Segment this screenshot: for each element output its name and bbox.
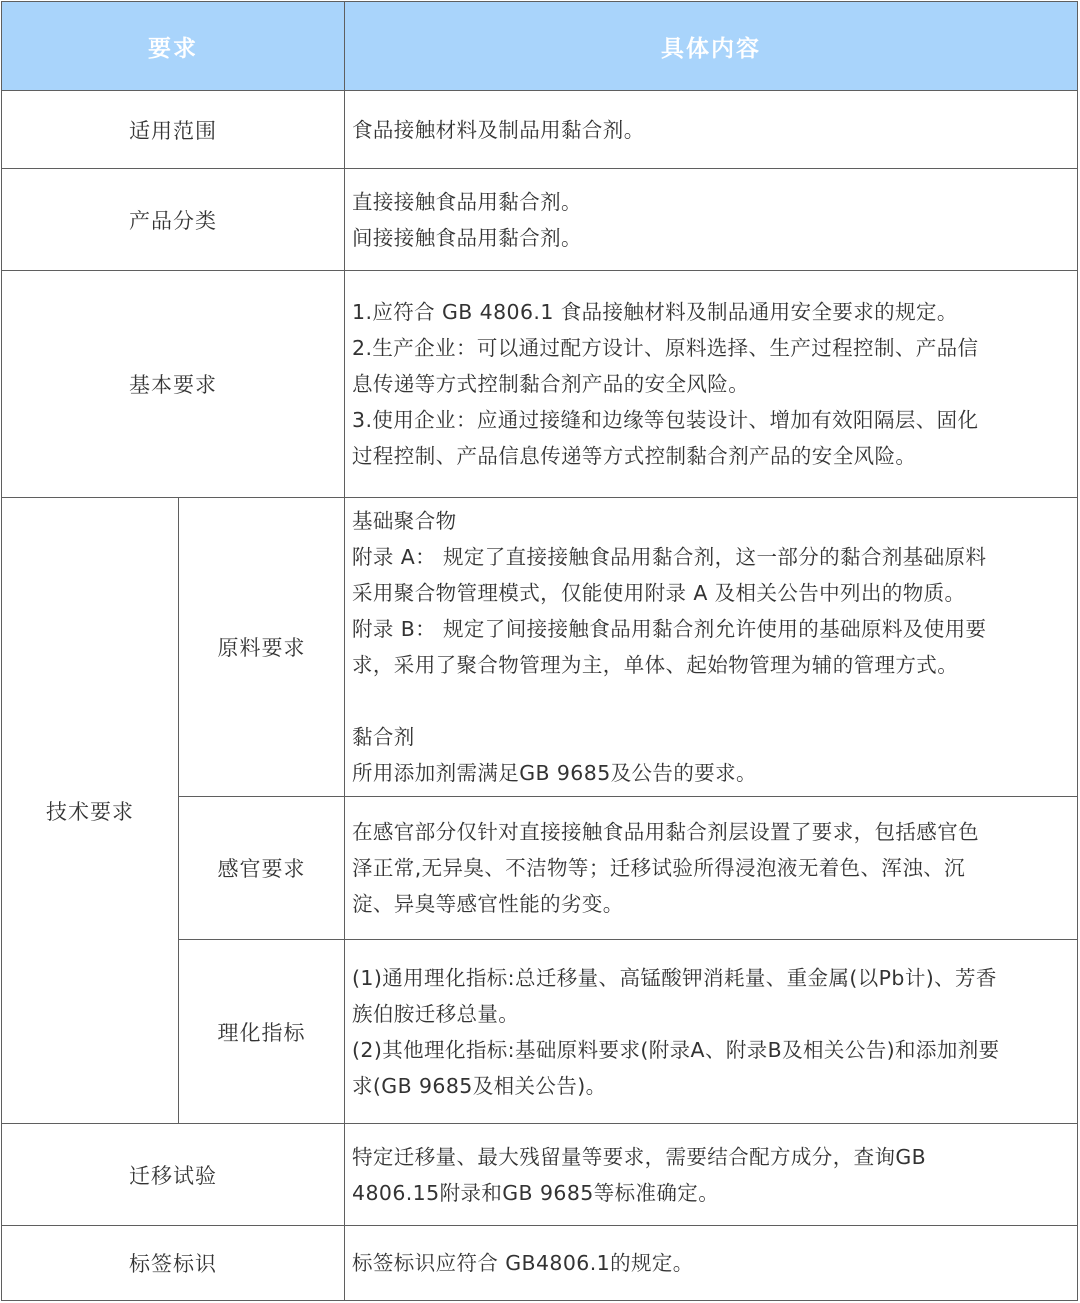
table-row [2, 1124, 1078, 1226]
content-line: 族伯胺迁移总量。 [352, 1001, 520, 1026]
content-line: 淀、异臭等感官性能的劣变。 [352, 892, 624, 916]
content-line: 求(GB 9685及相关公告)。 [352, 1073, 607, 1098]
row-content-sensory [345, 797, 1078, 940]
table-row [2, 271, 1078, 498]
row-label-basic: 基本要求 [2, 271, 345, 498]
table-header-row [2, 2, 1078, 91]
row-label-raw-material: 原料要求 [179, 498, 345, 797]
table-row [2, 1226, 1078, 1301]
row-label-physchem: 理化指标 [179, 940, 345, 1124]
content-line: 2.生产企业：可以通过配方设计、原料选择、生产过程控制、产品信 [352, 336, 979, 360]
content-line: (2)其他理化指标:基础原料要求(附录A、附录B及相关公告)和添加剂要 [352, 1037, 1000, 1062]
header-content: 具体内容 [345, 2, 1078, 91]
content-line: 黏合剂 [352, 725, 415, 749]
row-content-scope [345, 91, 1078, 169]
table-row [2, 169, 1078, 271]
row-label-labeling: 标签标识 [2, 1226, 345, 1301]
header-requirement: 要求 [2, 2, 345, 91]
row-content-basic [345, 271, 1078, 498]
content-line: 食品接触材料及制品用黏合剂。 [352, 117, 645, 142]
paragraph-spacer [352, 683, 1065, 719]
row-label-classification: 产品分类 [2, 169, 345, 271]
content-line: 求，采用了聚合物管理为主，单体、起始物管理为辅的管理方式。 [352, 653, 959, 677]
table-row [2, 498, 1078, 797]
content-line: 间接接触食品用黏合剂。 [352, 225, 582, 250]
content-line: 附录 B： 规定了间接接触食品用黏合剂允许使用的基础原料及使用要 [352, 617, 987, 641]
content-line: 泽正常,无异臭、不洁物等；迁移试验所得浸泡液无着色、浑浊、沉 [352, 856, 966, 880]
content-line: 1.应符合 GB 4806.1 食品接触材料及制品通用安全要求的规定。 [352, 300, 958, 324]
content-line: 3.使用企业：应通过接缝和边缘等包装设计、增加有效阳隔层、固化 [352, 408, 979, 432]
content-line: (1)通用理化指标:总迁移量、高锰酸钾消耗量、重金属(以Pb计)、芳香 [352, 965, 997, 990]
content-line: 所用添加剂需满足GB 9685及公告的要求。 [352, 761, 757, 785]
table-row [2, 91, 1078, 169]
requirements-table [1, 1, 1078, 1301]
row-label-sensory: 感官要求 [179, 797, 345, 940]
row-content-migration [345, 1124, 1078, 1226]
content-line: 在感官部分仅针对直接接触食品用黏合剂层设置了要求，包括感官色 [352, 820, 979, 844]
content-line: 直接接触食品用黏合剂。 [352, 189, 582, 214]
content-line: 4806.15附录和GB 9685等标准确定。 [352, 1180, 720, 1205]
content-line: 标签标识应符合 GB4806.1的规定。 [352, 1251, 694, 1275]
row-label-migration: 迁移试验 [2, 1124, 345, 1226]
content-line: 息传递等方式控制黏合剂产品的安全风险。 [352, 372, 750, 396]
content-line: 附录 A： 规定了直接接触食品用黏合剂，这一部分的黏合剂基础原料 [352, 545, 987, 569]
row-content-raw-material [345, 498, 1078, 797]
content-line: 采用聚合物管理模式，仅能使用附录 A 及相关公告中列出的物质。 [352, 581, 966, 605]
row-content-physchem [345, 940, 1078, 1124]
row-content-classification [345, 169, 1078, 271]
content-line: 过程控制、产品信息传递等方式控制黏合剂产品的安全风险。 [352, 444, 917, 468]
row-label-technical: 技术要求 [2, 498, 179, 1124]
row-content-labeling [345, 1226, 1078, 1301]
row-label-scope: 适用范围 [2, 91, 345, 169]
content-line: 基础聚合物 [352, 509, 457, 533]
content-line: 特定迁移量、最大残留量等要求，需要结合配方成分，查询GB [352, 1144, 927, 1169]
